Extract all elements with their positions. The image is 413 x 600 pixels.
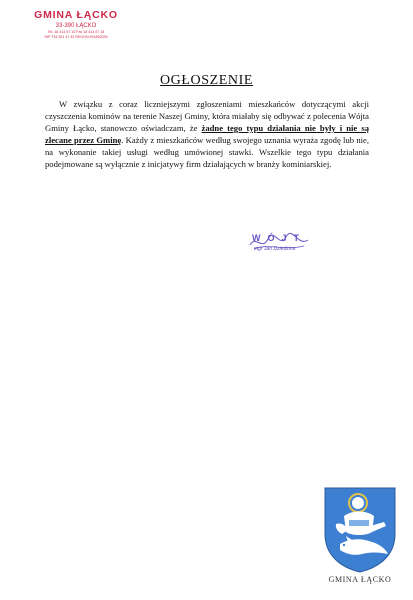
- crest-label: GMINA ŁĄCKO: [328, 575, 392, 584]
- crest-shield-icon: [322, 486, 398, 574]
- document-title: [0, 73, 413, 89]
- document-title-text: OGŁOSZENIE: [159, 73, 254, 88]
- paragraph-start: W związku z coraz liczniejszymi zgłoszeniami mieszkańców dotyczącymi akcji czyszczenia kominów na terenie Naszej Gminy, która miałaby się odbywać z polecenia Wójta Gminy Łącko, stanowczo oświadczam, że: [45, 99, 369, 133]
- stamp-nip-line: NIP 734 351 47 42 REGON 491892028: [44, 35, 108, 40]
- signature-block: [240, 233, 330, 265]
- stamp-address: 33-390 ŁĄCKO: [55, 22, 97, 29]
- announcement-paragraph: [45, 98, 369, 170]
- paragraph-emphasis: żadne tego typu działania nie były i nie są zlecane przez Gminę: [45, 123, 369, 145]
- stamp-office-name: GMINA ŁĄCKO: [34, 9, 118, 21]
- announcement-body: [45, 98, 369, 170]
- stamp-phone-line: Tel. 18 414 07 10 Fax 18 414 07 18: [47, 29, 105, 34]
- office-stamp: [26, 10, 126, 40]
- coat-of-arms: [322, 486, 398, 590]
- signature-title: WÓJT: [252, 233, 306, 243]
- paragraph-end: . Każdy z mieszkańców według swojego uznania wyraża zgodę lub nie, na wykonanie takiej usługi według umówionej stawki. Wszelkie tego typu działania podejmowane są wyłącznie z inicjatywy firm działających w branży kominiarskiej.: [45, 135, 369, 169]
- signature-name: mgr Jan Dziedzina: [254, 246, 296, 252]
